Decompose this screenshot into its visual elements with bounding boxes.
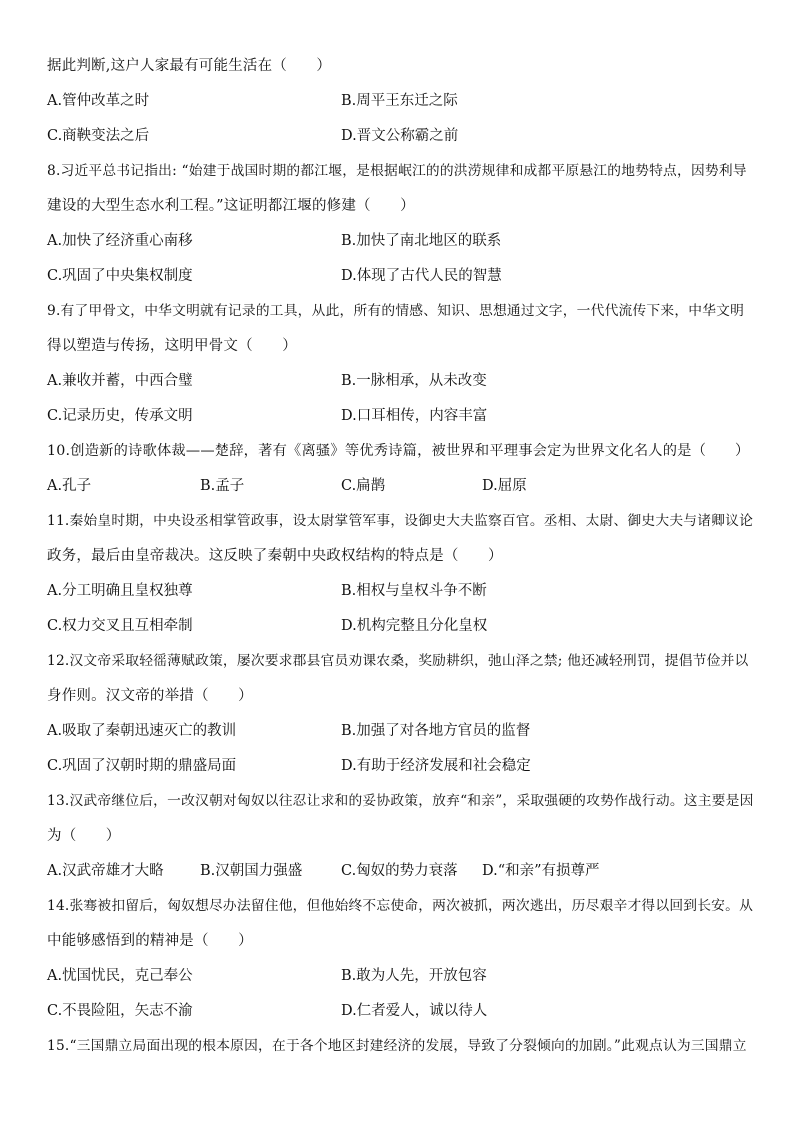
q11-option-b: B.相权与皇权斗争不断 (341, 583, 487, 599)
q11-stem-line2: 政务，最后由皇帝裁决。这反映了秦朝中央政权结构的特点是（ ） (47, 548, 503, 564)
q8-stem-line2: 建设的大型生态水利工程。”这证明都江堰的修建（ ） (47, 198, 415, 214)
q14-option-d: D.仁者爱人，诚以待人 (341, 1003, 488, 1019)
q13-option-a: A.汉武帝雄才大略 (47, 863, 164, 879)
q9-option-c: C.记录历史，传承文明 (47, 408, 193, 424)
q14-option-a: A.忧国忧民，克己奉公 (47, 968, 193, 984)
q12-stem-line1: 12.汉文帝采取轻徭薄赋政策，屡次要求郡县官员劝课农桑，奖励耕织，弛山泽之禁; 他还减轻刑罚，提倡节俭并以 (47, 653, 749, 669)
q12-option-b: B.加强了对各地方官员的监督 (341, 723, 531, 739)
q11-option-c: C.权力交叉且互相牵制 (47, 618, 193, 634)
q15-stem-line1: 15.“三国鼎立局面出现的根本原因，在于各个地区封建经济的发展，导致了分裂倾向的加剧。”此观点认为三国鼎立 (47, 1038, 747, 1054)
q7-option-b: B.周平王东迁之际 (341, 93, 458, 109)
q13-stem-line1: 13.汉武帝继位后，一改汉朝对匈奴以往忍让求和的妥协政策，放弃“和亲”，采取强硬的攻势作战行动。这主要是因 (47, 793, 754, 809)
q9-option-b: B.一脉相承，从未改变 (341, 373, 487, 389)
q9-stem-line2: 得以塑造与传扬，这明甲骨文（ ） (47, 338, 297, 354)
q9-option-a: A.兼收并蓄，中西合璧 (47, 373, 193, 389)
q8-option-c: C.巩固了中央集权制度 (47, 268, 193, 284)
q7-option-a: A.管仲改革之时 (47, 93, 150, 109)
q11-option-d: D.机构完整且分化皇权 (341, 618, 488, 634)
q12-option-c: C.巩固了汉朝时期的鼎盛局面 (47, 758, 237, 774)
q8-stem-line1: 8.习近平总书记指出: “始建于战国时期的都江堰，是根据岷江的的洪涝规律和成都平原悬江的地势特点，因势利导 (47, 163, 747, 179)
q7-option-d: D.晋文公称霸之前 (341, 128, 459, 144)
q13-option-c: C.匈奴的势力衰落 (341, 863, 458, 879)
q7-option-c: C.商鞅变法之后 (47, 128, 150, 144)
q12-option-d: D.有助于经济发展和社会稳定 (341, 758, 531, 774)
q8-option-b: B.加快了南北地区的联系 (341, 233, 502, 249)
q8-option-a: A.加快了经济重心南移 (47, 233, 193, 249)
q11-stem-line1: 11.秦始皇时期，中央设丞相掌管政事，设太尉掌管军事，设御史大夫监察百官。丞相、太尉、御史大夫与诸卿议论 (47, 513, 754, 529)
q10-stem: 10.创造新的诗歌体裁——楚辞，著有《离骚》等优秀诗篇，被世界和平理事会定为世界文化名人的是（ ） (47, 443, 750, 459)
q7-stem-tail: 据此判断,这户人家最有可能生活在（ ） (47, 58, 332, 74)
q10-option-c: C.扁鹊 (341, 478, 386, 494)
q14-option-b: B.敢为人先，开放包容 (341, 968, 487, 984)
q9-option-d: D.口耳相传，内容丰富 (341, 408, 488, 424)
q13-option-d: D.“和亲”有损尊严 (482, 863, 600, 879)
q11-option-a: A.分工明确且皇权独尊 (47, 583, 193, 599)
q14-option-c: C.不畏险阻，矢志不渝 (47, 1003, 193, 1019)
q10-option-d: D.屈原 (482, 478, 527, 494)
q13-option-b: B.汉朝国力强盛 (200, 863, 303, 879)
q10-option-a: A.孔子 (47, 478, 92, 494)
q9-stem-line1: 9.有了甲骨文，中华文明就有记录的工具，从此，所有的情感、知识、思想通过文字，一代代流传下来，中华文明 (47, 303, 745, 319)
q13-stem-line2: 为（ ） (47, 828, 121, 844)
q8-option-d: D.体现了古代人民的智慧 (341, 268, 502, 284)
q14-stem-line2: 中能够感悟到的精神是（ ） (47, 933, 253, 949)
q12-option-a: A.吸取了秦朝迅速灭亡的教训 (47, 723, 237, 739)
q12-stem-line2: 身作则。汉文帝的举措（ ） (47, 688, 253, 704)
q10-option-b: B.孟子 (200, 478, 245, 494)
q14-stem-line1: 14.张骞被扣留后，匈奴想尽办法留住他，但他始终不忘使命，两次被抓，两次逃出，历尽艰辛才得以回到长安。从 (47, 898, 754, 914)
